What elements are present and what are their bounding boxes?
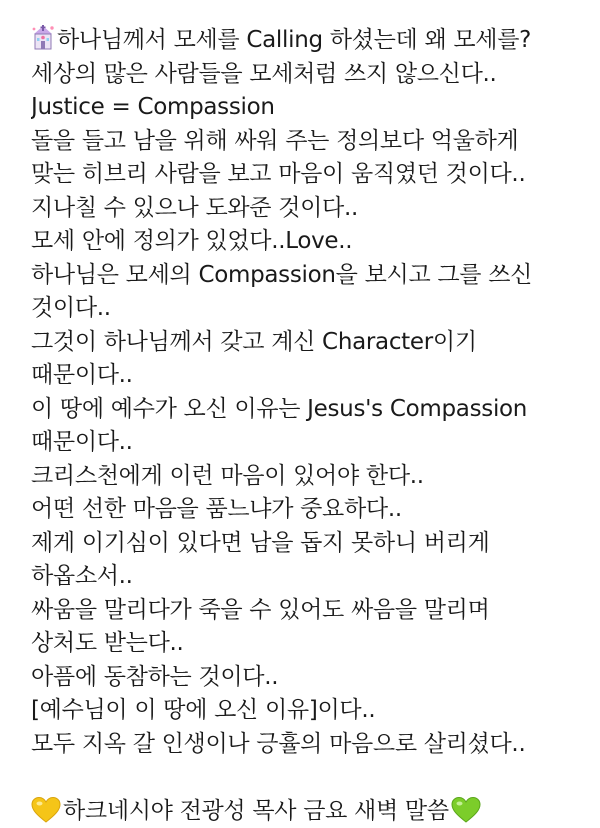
note-line: 세상의 많은 사람들을 모세처럼 쓰지 않으신다..: [31, 60, 497, 87]
note-line: 모세 안에 정의가 있었다..Love..: [31, 228, 353, 254]
note-line: 그것이 하나님께서 갖고 계신 Character이기: [31, 328, 477, 355]
note-line: 지나칠 수 있으나 도와준 것이다..: [31, 194, 359, 221]
note-line: 것이다..: [31, 295, 111, 321]
note-line: 돌을 들고 남을 위해 싸워 주는 정의보다 억울하게: [31, 127, 519, 154]
note-line-title: [31, 24, 587, 58]
note-line: 싸움을 말리다가 죽을 수 있어도 싸음을 말리며: [31, 596, 490, 623]
note-line: 크리스천에게 이런 마음이 있어야 한다..: [31, 462, 424, 489]
note-line: 어떤 선한 마음을 품느냐가 중요하다..: [31, 496, 402, 522]
note-line: 모두 지옥 갈 인생이나 긍휼의 마음으로 살리셨다..: [31, 730, 526, 757]
note-line-text: 하나님께서 모세를 Calling 하셨는데 왜 모세를?: [57, 27, 532, 53]
note-line: 제게 이기심이 있다면 남을 돕지 못하니 버리게: [31, 529, 490, 556]
note-line: 하나님은 모세의 Compassion을 보시고 그를 쓰신: [31, 261, 533, 288]
note-line: [예수님이 이 땅에 오신 이유]이다..: [31, 697, 376, 723]
footer-attribution: [31, 795, 587, 828]
note-line: 맞는 히브리 사람을 보고 마음이 움직였던 것이다..: [31, 161, 526, 187]
wedding-chapel-icon: [31, 25, 55, 51]
note-line: 상처도 받는다..: [31, 630, 184, 656]
note-line: 하옵소서..: [31, 563, 133, 589]
note-line: 때문이다..: [31, 362, 133, 388]
note-line: 아픔에 동참하는 것이다..: [31, 663, 279, 690]
note-line: 이 땅에 예수가 오신 이유는 Jesus's Compassion: [31, 395, 528, 422]
note-line: 때문이다..: [31, 429, 133, 455]
note-body: [31, 24, 587, 828]
green-heart-icon: [451, 796, 481, 824]
yellow-heart-icon: [31, 796, 61, 824]
footer-text: 하크네시야 전광성 목사 금요 새벽 말씀: [63, 797, 449, 824]
note-line: Justice = Compassion: [31, 94, 275, 120]
blank-line: [31, 761, 587, 795]
